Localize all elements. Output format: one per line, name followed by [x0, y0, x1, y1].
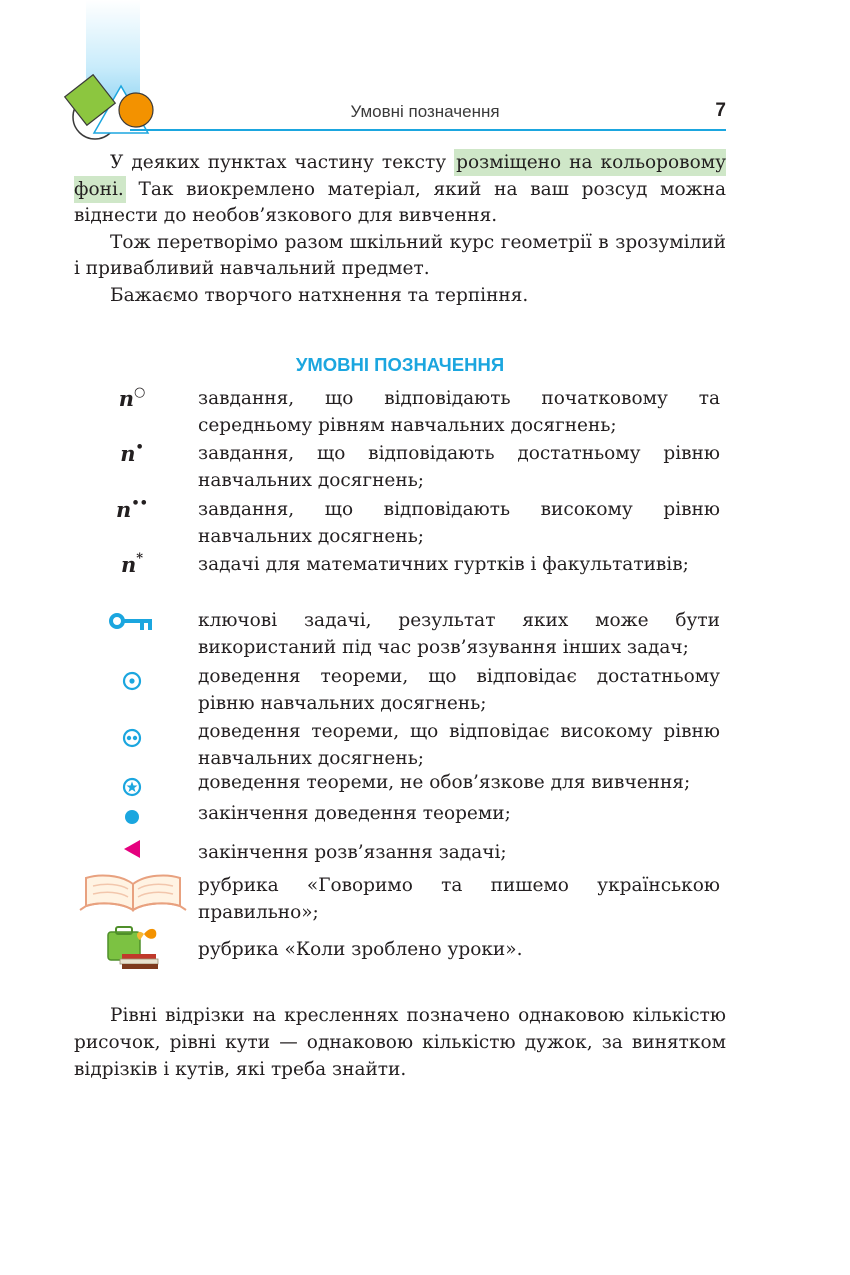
legend-title: УМОВНІ ПОЗНАЧЕННЯ	[295, 354, 505, 375]
n-circle-superscript-icon	[104, 386, 160, 411]
highlighted-phrase: розміщено на кольоровому фоні.	[74, 149, 726, 203]
intro-p1-end: Так виокремлено матеріал, який на ваш розсуд можна віднести до необов’язкового для вивчення.	[74, 178, 726, 226]
intro-paragraph-1	[74, 150, 726, 230]
intro-text	[74, 150, 726, 309]
symbol-letter: n	[120, 441, 136, 466]
superscript-marker: *	[136, 551, 144, 566]
intro-p1-start: У деяких пунктах частину тексту	[110, 152, 455, 173]
legend-item-10: закінчення розв’язання задачі;	[198, 842, 507, 863]
symbol-letter: n	[120, 552, 137, 577]
symbol-letter: n	[118, 386, 134, 411]
circled-two-dots-icon	[104, 727, 160, 753]
legend-item-4: задачі для математичних гуртків і факультативів;	[198, 554, 689, 575]
books-bag-icon	[104, 924, 162, 974]
intro-paragraph-3: Бажаємо творчого натхнення та терпіння.	[110, 284, 529, 306]
n-two-dots-superscript-icon	[104, 497, 160, 522]
n-star-superscript-icon	[104, 552, 160, 577]
legend-item-1: завдання, що відповідають початковому та середньому рівням навчальних досягнень;	[198, 388, 720, 436]
superscript-marker: •	[135, 440, 144, 455]
legend-item-7: доведення теореми, що відповідає високому рівню навчальних досягнень;	[198, 721, 720, 769]
filled-circle-icon	[104, 808, 160, 830]
legend-item-3: завдання, що відповідають високому рівню навчальних досягнень;	[198, 499, 720, 547]
left-triangle-icon	[104, 838, 160, 864]
open-book-icon	[78, 870, 188, 918]
superscript-marker: ○	[133, 385, 146, 400]
symbol-letter: n	[116, 497, 132, 522]
legend-item-8: доведення теореми, не обов’язкове для вивчення;	[198, 772, 691, 793]
legend-item-5: ключові задачі, результат яких може бути використаний під час розв’язування інших задач;	[198, 610, 720, 658]
orange-circle-shape	[119, 93, 153, 127]
legend-item-12: рубрика «Коли зроблено уроки».	[198, 939, 523, 960]
intro-paragraph-2: Тож перетворімо разом шкільний курс геометрії в зрозумілий і привабливий навчальний предмет.	[74, 231, 726, 279]
legend-item-2: завдання, що відповідають достатньому рівню навчальних досягнень;	[198, 443, 720, 491]
header-rule	[130, 129, 726, 131]
superscript-marker: ••	[131, 496, 148, 511]
running-header-title: Умовні позначення	[350, 102, 500, 121]
legend-item-9: закінчення доведення теореми;	[198, 803, 511, 824]
circled-dot-icon	[104, 670, 160, 696]
circled-star-icon	[104, 776, 160, 802]
outro-paragraph: Рівні відрізки на кресленнях позначено однаковою кількістю рисочок, рівні кути — однаковою кількістю дужок, за винятком відрізків і кутів, які треба знайти.	[74, 1005, 726, 1080]
key-icon	[104, 610, 160, 636]
legend-item-6: доведення теореми, що відповідає достатньому рівню навчальних досягнень;	[198, 666, 720, 714]
legend-item-11: рубрика «Говоримо та пишемо українською правильно»;	[198, 875, 720, 923]
page-number: 7	[715, 100, 726, 121]
n-dot-superscript-icon	[104, 441, 160, 466]
